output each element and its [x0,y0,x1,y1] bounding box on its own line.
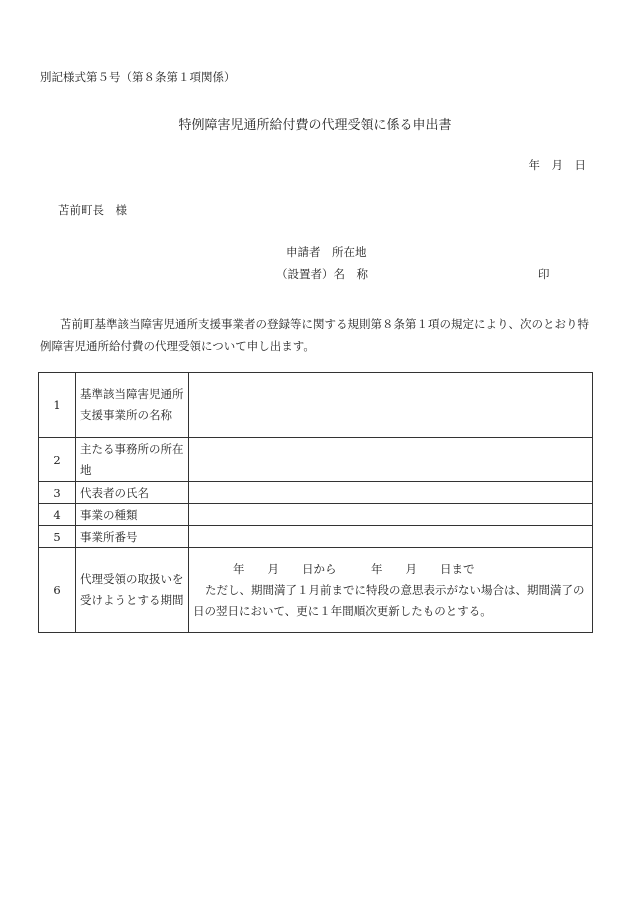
table-row [39,548,593,633]
applicant-name-label: （設置者）名 称 [276,267,368,281]
row-label: 事業の種類 [76,504,189,526]
facility-name-field[interactable] [189,373,593,438]
table-row [39,526,593,548]
table-row [39,482,593,504]
period-note: ただし、期間満了１月前までに特段の意思表示がない場合は、期間満了の日の翌日において、更に１年間順次更新したものとする。 [193,582,585,618]
row-number: 4 [39,504,76,526]
row-label: 事業所番号 [76,526,189,548]
document-title: 特例障害児通所給付費の代理受領に係る申出書 [178,118,452,133]
addressee: 苫前町長 様 [58,203,127,217]
row-number: 2 [39,438,76,482]
table-row [39,438,593,482]
row-label: 基準該当障害児通所支援事業所の名称 [76,373,189,438]
office-address-field[interactable] [189,438,593,482]
table-row [39,504,593,526]
office-number-field[interactable] [189,526,593,548]
table-row [39,373,593,438]
business-type-field[interactable] [189,504,593,526]
row-number: 3 [39,482,76,504]
period-field[interactable] [189,548,593,633]
row-number: 6 [39,548,76,633]
body-paragraph: 苫前町基準該当障害児通所支援事業者の登録等に関する規則第８条第１項の規定により、次のとおり特例障害児通所給付費の代理受領について申し出ます。 [40,317,589,353]
applicant-address-label: 申請者 所在地 [286,245,367,259]
seal-mark: 印 [538,267,550,281]
representative-name-field[interactable] [189,482,593,504]
row-label: 代理受領の取扱いを受けようとする期間 [76,548,189,633]
row-label: 主たる事務所の所在地 [76,438,189,482]
period-dates: 年 月 日から 年 月 日まで [233,561,475,576]
form-reference: 別記様式第５号（第８条第１項関係） [40,70,236,84]
date-line: 年 月 日 [528,158,586,172]
row-number: 1 [39,373,76,438]
row-label: 代表者の氏名 [76,482,189,504]
application-table [38,372,593,633]
row-number: 5 [39,526,76,548]
